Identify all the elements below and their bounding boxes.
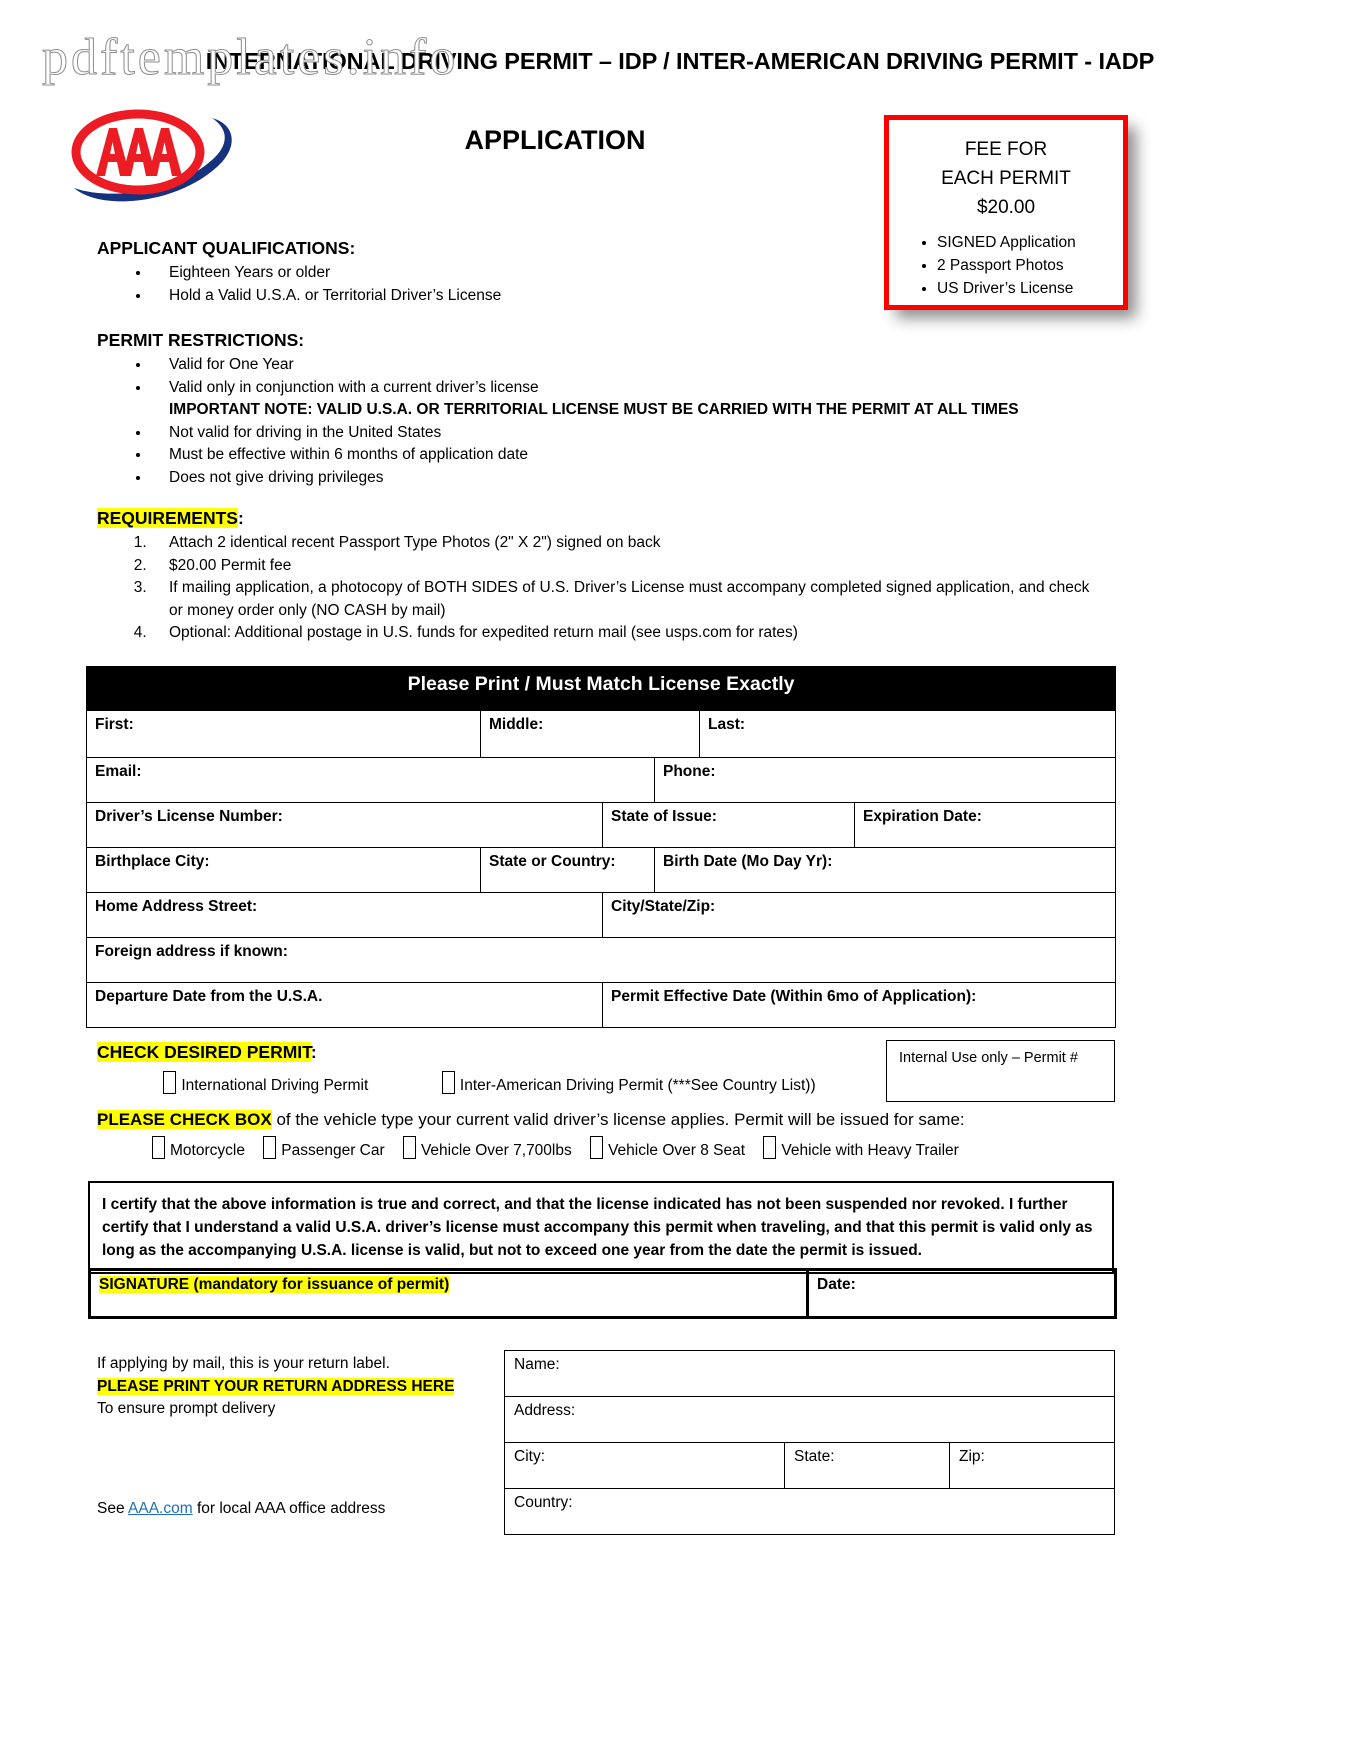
checkbox-label: International Driving Permit [181,1077,369,1094]
list-item: • 2 Passport Photos [937,254,1123,277]
checkbox-vehicle-with-heavy-trailer[interactable] [763,1136,776,1159]
return-line-2-highlight: PLEASE PRINT YOUR RETURN ADDRESS HERE [97,1377,455,1395]
list-item: • Valid for One Year [151,354,1047,377]
permit-restrictions-section [97,330,1047,489]
field-middle-name[interactable]: Middle: [481,711,700,758]
checkbox-international-driving-permit[interactable] [163,1071,176,1094]
vehicle-option-heavy-trailer[interactable] [763,1142,958,1159]
field-birth-date[interactable]: Birth Date (Mo Day Yr): [655,848,1116,893]
vehicle-type-options [152,1136,1152,1160]
field-return-zip[interactable]: Zip: [950,1443,1115,1489]
form-banner: Please Print / Must Match License Exactly [87,667,1116,711]
field-departure-date[interactable]: Departure Date from the U.S.A. [87,983,603,1028]
page-title: INTERNATIONAL DRIVING PERMIT – IDP / INTER-AMERICAN DRIVING PERMIT - IADP [205,48,1155,74]
table-row [505,1397,1115,1443]
checkbox-inter-american-driving-permit[interactable] [442,1071,455,1094]
field-signature-date[interactable]: Date: [808,1270,1116,1318]
table-row [90,1270,1116,1318]
list-item: 2. $20.00 Permit fee [151,555,1107,578]
signature-table [88,1268,1117,1319]
requirements-list [97,532,1107,645]
list-item: 3. If mailing application, a photocopy of BOTH SIDES of U.S. Driver’s License must accompany completed signed application, and check or money order only (NO CASH by mail) [151,577,1107,622]
watermark: pdftemplates.info [42,29,459,86]
table-row [87,848,1116,893]
fee-amount: $20.00 [976,197,1036,218]
field-expiration-date[interactable]: Expiration Date: [855,803,1116,848]
list-item: • Does not give driving privileges [151,467,1047,490]
vehicle-option-passenger-car[interactable] [263,1142,384,1159]
certification-statement: I certify that the above information is true and correct, and that the license indicated has not been suspended nor revoked. I further certify that I understand a valid U.S.A. driver’s license must accompany this permit when traveling, and that this permit is valid only as long as the accompanying U.S.A. license is valid, but not to exceed one year from the date the permit is issued. [88,1181,1114,1274]
field-email[interactable]: Email: [87,758,655,803]
field-birthplace-city[interactable]: Birthplace City: [87,848,481,893]
list-item: 4. Optional: Additional postage in U.S. funds for expedited return mail (see usps.com for rates) [151,622,1107,645]
table-row [505,1489,1115,1535]
requirements-section [97,508,1107,645]
field-city-state-zip[interactable]: City/State/Zip: [603,893,1116,938]
application-heading: APPLICATION [464,125,646,155]
field-drivers-license-number[interactable]: Driver’s License Number: [87,803,603,848]
aaa-logo [62,100,242,210]
field-return-address[interactable]: Address: [505,1397,1115,1443]
heading-colon: : [310,1042,317,1062]
list-item: • US Driver’s License [937,277,1123,300]
heading-text: APPLICANT QUALIFICATIONS [97,238,350,258]
list-item: • Not valid for driving in the United States [151,422,1047,445]
checkbox-passenger-car[interactable] [263,1136,276,1159]
list-item: 1. Attach 2 identical recent Passport Type Photos (2" X 2") signed on back [151,532,1107,555]
checkbox-label: Motorcycle [170,1142,245,1159]
heading-text-highlighted: CHECK DESIRED PERMIT [97,1042,311,1062]
return-line-3: To ensure prompt delivery [97,1400,276,1417]
vehicle-option-over-7700lbs[interactable] [403,1142,572,1159]
internal-use-permit-number-box[interactable]: Internal Use only – Permit # [886,1040,1115,1102]
table-row [87,893,1116,938]
signature-label: SIGNATURE (mandatory for issuance of permit) [99,1276,450,1293]
field-return-city[interactable]: City: [505,1443,785,1489]
heading-text-highlighted: REQUIREMENTS [97,508,238,528]
checkbox-vehicle-over-7700lbs[interactable] [403,1136,416,1159]
return-address-table [504,1350,1115,1535]
return-line-2 [97,1376,497,1399]
list-item: • SIGNED Application [937,231,1123,254]
list-item [151,377,1047,422]
field-return-country[interactable]: Country: [505,1489,1115,1535]
return-label-instructions [97,1353,497,1421]
checkbox-label: Vehicle with Heavy Trailer [781,1142,959,1159]
list-item: • Hold a Valid U.S.A. or Territorial Driver’s License [151,285,957,308]
field-state-of-issue[interactable]: State of Issue: [603,803,855,848]
please-check-box-instruction [97,1110,1117,1130]
table-row [87,938,1116,983]
table-row [87,983,1116,1028]
heading-colon: : [349,238,356,258]
list-item-label: Valid only in conjunction with a current driver’s license [169,378,539,396]
field-foreign-address[interactable]: Foreign address if known: [87,938,1116,983]
section-heading [97,508,1107,529]
checkbox-label: Inter-American Driving Permit (***See Country List)) [459,1077,816,1094]
fee-line-1: FEE FOR [964,139,1048,160]
checkbox-label: Vehicle Over 8 Seat [608,1142,746,1159]
table-row [505,1351,1115,1397]
see-prefix: See [97,1500,129,1517]
checkbox-label: Vehicle Over 7,700lbs [420,1142,572,1159]
applicant-information-form [86,666,1116,1028]
field-return-state[interactable]: State: [785,1443,950,1489]
field-return-name[interactable]: Name: [505,1351,1115,1397]
field-last-name[interactable]: Last: [700,711,1116,758]
list-item: • Must be effective within 6 months of application date [151,444,1047,467]
aaa-com-link[interactable]: AAA.com [128,1500,193,1517]
vehicle-option-over-8-seat[interactable] [590,1142,745,1159]
field-home-address-street[interactable]: Home Address Street: [87,893,603,938]
heading-colon: : [237,508,244,528]
qualifications-list [97,262,957,307]
checkbox-label: Passenger Car [281,1142,385,1159]
applicant-qualifications-section [97,238,957,307]
field-state-or-country[interactable]: State or Country: [481,848,655,893]
checkbox-vehicle-over-8-seat[interactable] [590,1136,603,1159]
field-signature[interactable] [90,1270,808,1318]
table-row [87,711,1116,758]
important-note: IMPORTANT NOTE: VALID U.S.A. OR TERRITORIAL LICENSE MUST BE CARRIED WITH THE PERMIT AT ALL TIMES [169,401,1019,418]
section-heading [97,238,957,259]
vehicle-option-motorcycle[interactable] [152,1142,245,1159]
return-line-1: If applying by mail, this is your return label. [97,1355,390,1372]
instruction-highlight: PLEASE CHECK BOX [97,1110,272,1129]
field-phone[interactable]: Phone: [655,758,1116,803]
restrictions-list [97,354,1047,489]
table-row [87,758,1116,803]
form-banner-row [87,667,1116,711]
table-row [505,1443,1115,1489]
instruction-rest: of the vehicle type your current valid driver’s license applies. Permit will be issued for same: [271,1110,965,1129]
aaa-office-address-line [97,1500,385,1518]
checkbox-motorcycle[interactable] [152,1136,165,1159]
see-suffix: for local AAA office address [192,1500,386,1517]
section-heading: PERMIT RESTRICTIONS: [97,330,305,350]
field-permit-effective-date[interactable]: Permit Effective Date (Within 6mo of Application): [603,983,1116,1028]
fee-line-2: EACH PERMIT [941,168,1071,189]
field-first-name[interactable]: First: [87,711,481,758]
table-row [87,803,1116,848]
list-item: • Eighteen Years or older [151,262,957,285]
